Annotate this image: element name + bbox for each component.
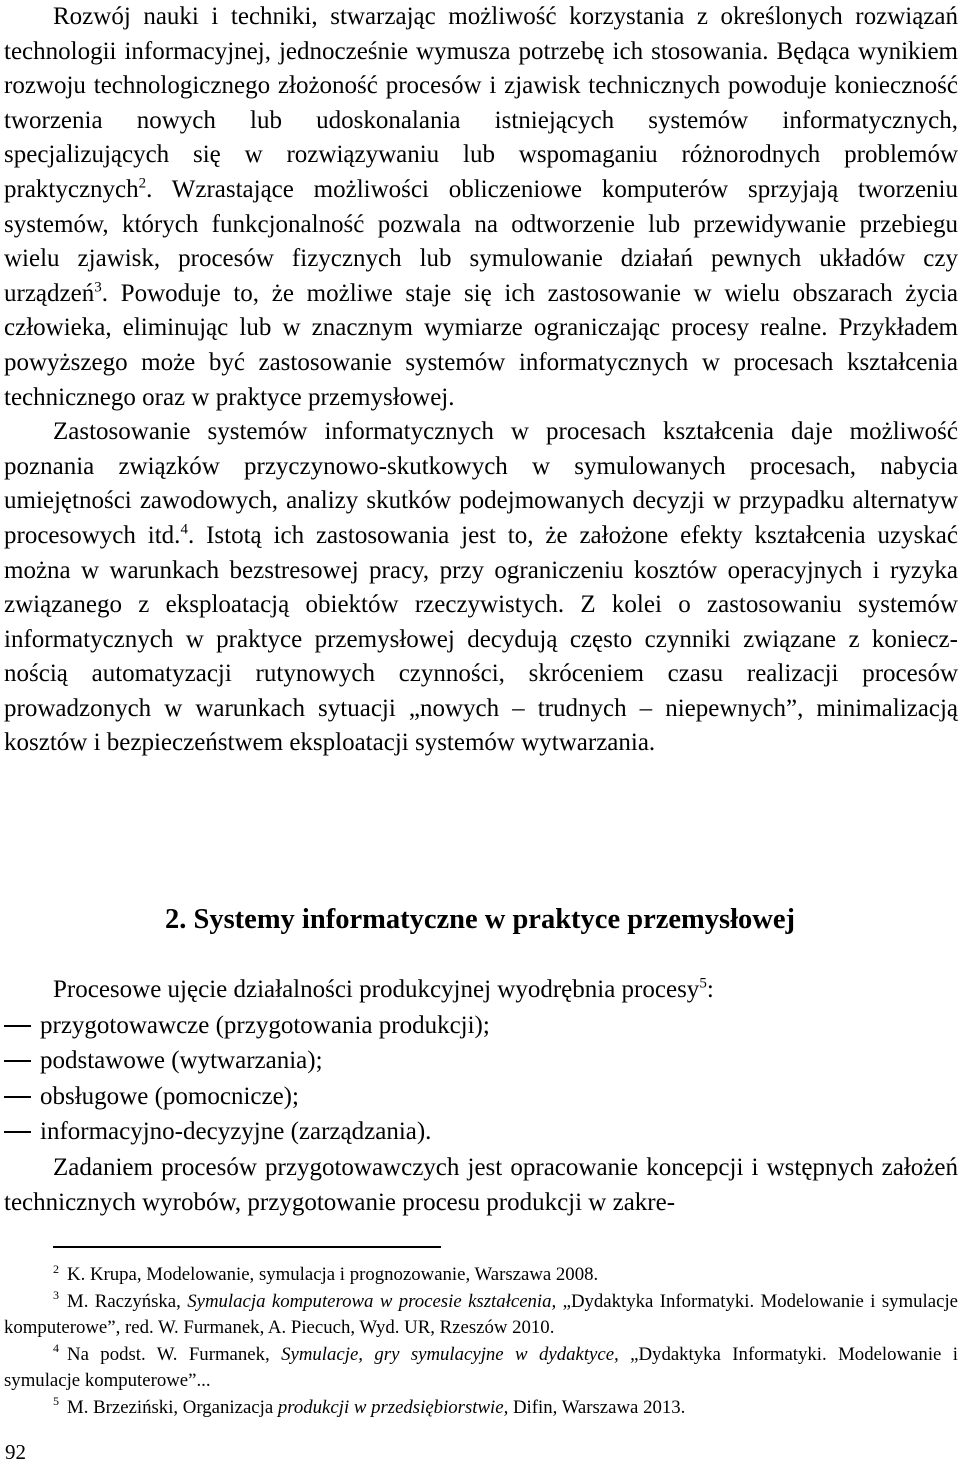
list-item: podstawowe (wytwarzania);	[4, 1043, 958, 1079]
footnote-separator	[53, 1246, 441, 1248]
footnotes	[4, 1262, 958, 1421]
paragraph-1-part-b: . Wzrastające możliwości obliczeniowe komputerów sprzyjają tworzeniu systemów, których funkcjonalność pozwala na odtworzenie lub przewidywanie przebiegu wielu zjawisk, procesów fizycznych lub symulowanie działań pewnych układów czy urządzeń	[4, 175, 958, 307]
list-item: informacyjno-decyzyjne (zarządzania).	[4, 1114, 958, 1150]
footnote-3: $^3$ M. Raczyńska, Symulacja komputerowa w procesie kształcenia, „Dydaktyka Informatyki. Modelowanie i symulacje komputerowe”, red. W. Furmanek, A. Piecuch, Wyd. UR, Rzeszów 2010.	[4, 1288, 958, 1338]
closing-paragraph: Zadaniem procesów przygotowawczych jest opracowanie koncepcji i wstępnych założeń technicznych wyrobów, przygotowanie procesu produkcji w zakre-	[4, 1153, 958, 1216]
page-number: 92	[5, 1440, 26, 1464]
footnote-ref-2[interactable]: 2	[138, 175, 147, 192]
paragraph-2-part-a: Zastosowanie systemów informatycznych w procesach kształcenia daje możliwość poznania związków przyczynowo-skutkowych w symulowanych procesach, nabycia umiejętności zawodowych, analizy skutków podejmowanych decyzji w przypadku alternatyw procesowych itd.	[4, 418, 958, 549]
dash-bullet-icon	[4, 1025, 31, 1027]
paragraph-2-part-b: . Istotą ich zastosowania jest to, że założone efekty kształcenia uzyskać można w warunkach bezstresowej pracy, przy ograniczeniu kosztów operacyjnych i ryzyka związanego z eksploatacją obiektów rzeczywistych. Z kolei o zastosowaniu systemów informatycznych w praktyce przemysłowej decydują często czynniki związane z koniecznością automatyzacji rutynowych czynności, skróceniem czasu realizacji procesów prowadzonych w warunkach sytuacji „nowych – trudnych – niepewnych”, minimalizacją kosztów i bezpieczeństwem eksploatacji systemów wytwarzania.	[4, 521, 958, 757]
list-item: obsługowe (pomocnicze);	[4, 1079, 958, 1115]
paragraph-2	[4, 415, 958, 761]
lead-text: Procesowe ujęcie działalności produkcyjnej wyodrębnia procesy	[53, 976, 700, 1003]
list-item: przygotowawcze (przygotowania produkcji);	[4, 1008, 958, 1044]
body-text	[4, 0, 958, 761]
process-list	[4, 1008, 958, 1150]
section-heading: 2. Systemy informatyczne w praktyce przemysłowej	[164, 904, 795, 935]
dash-bullet-icon	[4, 1131, 31, 1133]
footnote-ref-5[interactable]: 5	[699, 975, 707, 992]
lead-paragraph	[4, 972, 958, 1008]
paragraph-1-part-a: Rozwój nauki i techniki, stwarzając możliwość korzystania z określonych rozwiązań technologii informacyjnej, jednocześnie wymusza potrzebę ich stosowania. Będąca wynikiem rozwoju technologicznego złożoność procesów i zjawisk technicznych powoduje konieczność tworzenia nowych lub udoskonalania istniejących systemów informatycznych, specjalizujących się w rozwiązywaniu lub wspomaganiu różnorodnych problemów praktycznych	[4, 3, 958, 203]
dash-bullet-icon	[4, 1096, 31, 1098]
footnote-4: $^4$ Na podst. W. Furmanek, Symulacje, gry symulacyjne w dydaktyce, „Dydaktyka Informatyki. Modelowanie i symulacje komputerowe”...	[4, 1341, 958, 1391]
section-body	[4, 972, 958, 1221]
footnote-2: $^2$ K. Krupa, Modelowanie, symulacja i prognozowanie, Warszawa 2008.	[53, 1261, 599, 1285]
footnote-5: $^5$ M. Brzeziński, Organizacja produkcji w przedsiębiorstwie, Difin, Warszawa 2013.	[53, 1394, 686, 1418]
paragraph-1	[4, 0, 958, 415]
dash-bullet-icon	[4, 1060, 31, 1062]
footnote-ref-4[interactable]: 4	[180, 521, 188, 538]
paragraph-1-part-c: . Powoduje to, że możliwe staje się ich zastosowanie w wielu obszarach życia człowieka, eliminując lub w znacznym wymiarze ograniczając procesy realne. Przykładem powyższego może być zastosowanie systemów informatycznych w procesach kształcenia technicznego oraz w praktyce przemysłowej.	[4, 279, 958, 411]
footnote-ref-3[interactable]: 3	[94, 279, 102, 296]
lead-colon: :	[706, 976, 714, 1003]
